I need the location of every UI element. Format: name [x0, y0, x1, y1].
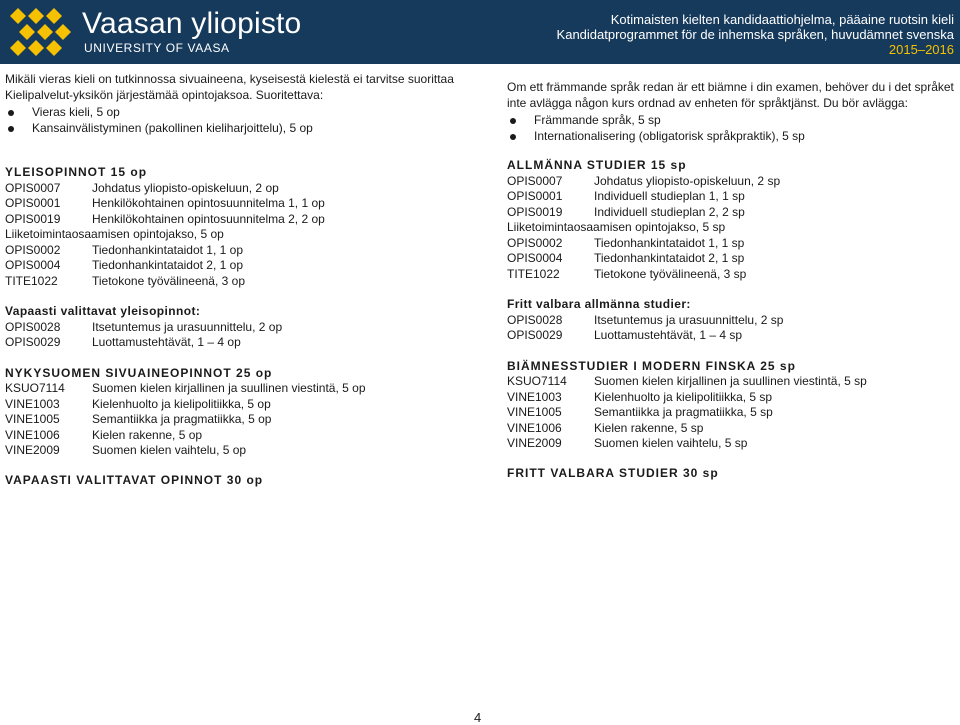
course-name: Tietokone työvälineenä, 3 op	[92, 273, 245, 288]
course-name: Tiedonhankintataidot 2, 1 op	[92, 258, 244, 272]
section-heading: FRITT VALBARA STUDIER 30 sp	[507, 465, 719, 480]
course-name: Kielen rakenne, 5 op	[92, 427, 203, 442]
course-row	[507, 436, 957, 452]
course-code: TITE1022	[5, 273, 58, 288]
course-name: Suomen kielen vaihtelu, 5 sp	[594, 436, 748, 450]
intro-text: Mikäli vieras kieli on tutkinnossa sivuaineena, kyseisestä kielestä ei tarvitse suorittaa Kielipalvelut-yksikön järjestämää opintojaksoa. Suoritettava:	[5, 72, 454, 102]
course-row	[5, 397, 475, 413]
list-item: Kansainvälistyminen (pakollinen kieliharjoittelu), 5 op	[5, 121, 475, 137]
course-code: OPIS0004	[5, 258, 61, 272]
course-row	[5, 412, 475, 428]
course-name: Henkilökohtainen opintosuunnitelma 2, 2 op	[92, 211, 325, 226]
course-name: Individuell studieplan 1, 1 sp	[594, 189, 745, 203]
academic-years: 2015–2016	[888, 42, 954, 57]
course-name: Itsetuntemus ja urasuunnittelu, 2 op	[92, 319, 283, 334]
course-name: Itsetuntemus ja urasuunnittelu, 2 sp	[594, 312, 784, 327]
course-name: Tiedonhankintataidot 1, 1 sp	[594, 235, 745, 250]
course-code: VINE2009	[5, 443, 60, 457]
course-code: VINE1003	[507, 389, 562, 404]
list-item: Främmande språk, 5 sp	[507, 113, 957, 129]
course-name: Kielenhuolto ja kielipolitiikka, 5 op	[92, 396, 271, 411]
course-name: Individuell studieplan 2, 2 sp	[594, 204, 745, 219]
course-code: OPIS0019	[5, 211, 61, 226]
course-row	[5, 443, 475, 459]
course-row	[5, 258, 475, 274]
course-code: VINE2009	[507, 436, 562, 450]
program-title-block	[557, 12, 954, 57]
course-name: Suomen kielen vaihtelu, 5 op	[92, 443, 247, 457]
list-item: Internationalisering (obligatorisk språkpraktik), 5 sp	[507, 129, 957, 145]
page-number: 4	[474, 710, 482, 725]
page-header	[0, 0, 960, 64]
course-code: OPIS0002	[5, 242, 61, 257]
course-row	[507, 421, 957, 437]
course-code: VINE1003	[5, 396, 60, 411]
course-row	[507, 405, 957, 421]
course-row	[5, 335, 475, 351]
finnish-column	[5, 72, 475, 488]
course-name: Tiedonhankintataidot 1, 1 op	[92, 242, 244, 257]
course-row	[507, 328, 957, 344]
course-name: Kielen rakenne, 5 sp	[594, 420, 704, 435]
university-logo-icon	[4, 4, 72, 60]
course-code: OPIS0004	[507, 251, 563, 265]
course-row	[5, 381, 475, 397]
course-row	[507, 205, 957, 221]
course-name: Tietokone työvälineenä, 3 sp	[594, 266, 747, 281]
course-code: OPIS0001	[5, 196, 61, 210]
course-name: Henkilökohtainen opintosuunnitelma 1, 1 op	[92, 196, 325, 210]
course-code: OPIS0029	[507, 328, 563, 342]
course-line: Liiketoimintaosaamisen opintojakso, 5 op	[5, 227, 224, 241]
course-code: KSUO7114	[5, 381, 65, 395]
course-name: Suomen kielen kirjallinen ja suullinen viestintä, 5 op	[92, 381, 366, 395]
course-name: Semantiikka ja pragmatiikka, 5 sp	[594, 405, 773, 419]
course-row	[507, 174, 957, 190]
course-code: OPIS0007	[5, 180, 61, 195]
course-name: Luottamustehtävät, 1 – 4 op	[92, 335, 241, 349]
section-heading: NYKYSUOMEN SIVUAINEOPINNOT 25 op	[5, 365, 273, 380]
swedish-column	[507, 80, 957, 481]
course-code: VINE1005	[5, 412, 60, 426]
course-name: Suomen kielen kirjallinen ja suullinen viestintä, 5 sp	[594, 374, 867, 388]
logo-name: Vaasan yliopisto	[82, 7, 302, 40]
course-code: OPIS0001	[507, 189, 563, 203]
course-row	[507, 390, 957, 406]
course-row	[507, 189, 957, 205]
course-row	[507, 236, 957, 252]
logo-subtitle: UNIVERSITY OF VAASA	[84, 41, 230, 55]
required-list	[507, 113, 957, 144]
course-row	[507, 313, 957, 329]
course-name: Tiedonhankintataidot 2, 1 sp	[594, 251, 745, 265]
course-row	[5, 212, 475, 228]
course-row	[5, 181, 475, 197]
subsection-heading: Fritt valbara allmänna studier:	[507, 297, 691, 311]
course-code: TITE1022	[507, 266, 560, 281]
course-name: Johdatus yliopisto-opiskeluun, 2 op	[92, 180, 279, 195]
course-name: Semantiikka ja pragmatiikka, 5 op	[92, 412, 272, 426]
required-list	[5, 105, 475, 136]
course-code: OPIS0002	[507, 235, 563, 250]
course-row	[507, 267, 957, 283]
course-code: VINE1006	[5, 427, 60, 442]
program-title-fi: Kotimaisten kielten kandidaattiohjelma, pääaine ruotsin kieli	[610, 12, 954, 27]
course-row	[5, 320, 475, 336]
course-code: OPIS0028	[5, 319, 61, 334]
course-code: OPIS0029	[5, 335, 61, 349]
course-name: Luottamustehtävät, 1 – 4 sp	[594, 328, 743, 342]
course-code: VINE1005	[507, 405, 562, 419]
section-heading: VAPAASTI VALITTAVAT OPINNOT 30 op	[5, 472, 264, 487]
course-code: OPIS0007	[507, 173, 563, 188]
course-code: OPIS0028	[507, 312, 563, 327]
subsection-heading: Vapaasti valittavat yleisopinnot:	[5, 304, 201, 318]
course-code: OPIS0019	[507, 204, 563, 219]
section-heading: YLEISOPINNOT 15 op	[5, 165, 148, 179]
section-heading: BIÄMNESSTUDIER I MODERN FINSKA 25 sp	[507, 358, 796, 373]
course-row	[5, 196, 475, 212]
course-code: VINE1006	[507, 420, 562, 435]
course-row	[5, 428, 475, 444]
course-row	[5, 243, 475, 259]
list-item: Vieras kieli, 5 op	[5, 105, 475, 121]
course-row	[5, 274, 475, 290]
program-title-sv: Kandidatprogrammet för de inhemska språken, huvudämnet svenska	[556, 27, 954, 42]
intro-text: Om ett främmande språk redan är ett biämne i din examen, behöver du i det språket inte avlägga någon kurs ordnad av enheten för språktjänst. Du bör avlägga:	[507, 80, 954, 110]
course-name: Kielenhuolto ja kielipolitiikka, 5 sp	[594, 389, 773, 404]
course-row	[507, 251, 957, 267]
section-heading: ALLMÄNNA STUDIER 15 sp	[507, 158, 687, 172]
course-code: KSUO7114	[507, 374, 567, 388]
course-line: Liiketoimintaosaamisen opintojakso, 5 sp	[507, 220, 726, 234]
course-row	[507, 374, 957, 390]
course-name: Johdatus yliopisto-opiskeluun, 2 sp	[594, 173, 781, 188]
